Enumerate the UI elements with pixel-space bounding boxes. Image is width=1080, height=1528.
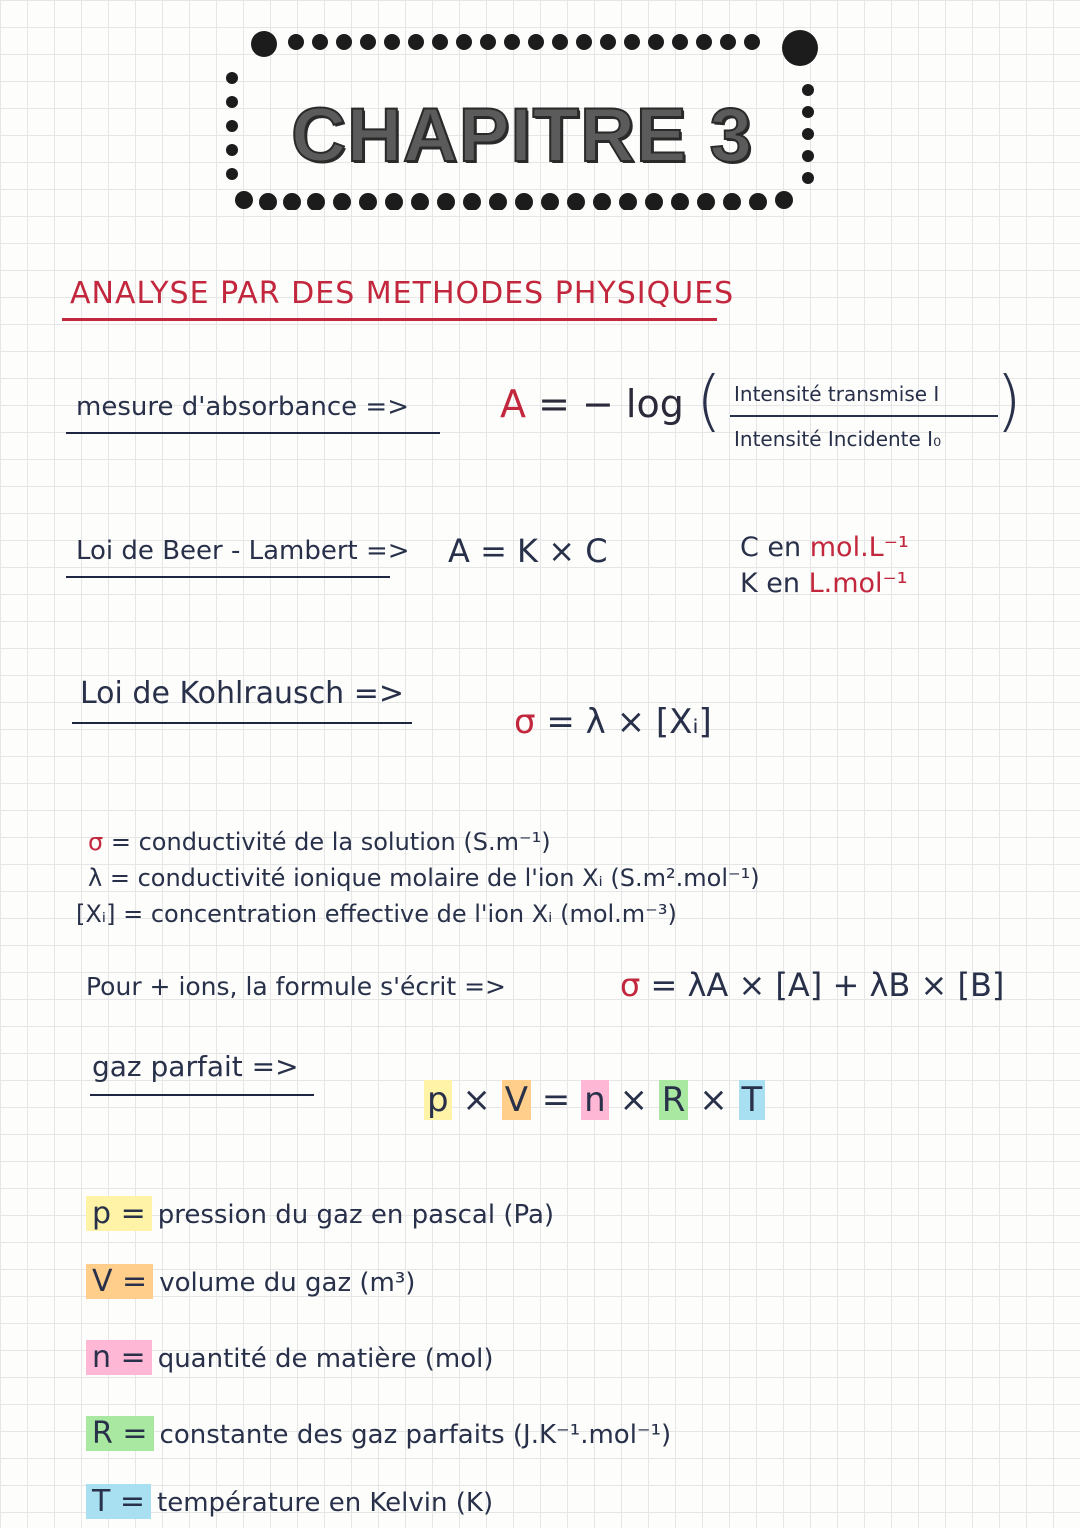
formula-times-1: × bbox=[462, 1080, 491, 1120]
ideal-gas-formula bbox=[424, 1080, 765, 1120]
beer-lambert-formula: A = K × C bbox=[448, 532, 608, 570]
absorbance-formula-rest: = − log bbox=[526, 382, 684, 426]
kohlrausch-underline bbox=[72, 722, 412, 724]
formula-n: n bbox=[581, 1080, 609, 1120]
unit-k bbox=[740, 568, 908, 599]
gas-definition-n-text: quantité de matière (mol) bbox=[157, 1344, 494, 1374]
formula-times-2: × bbox=[619, 1080, 648, 1120]
gas-definition-r bbox=[86, 1416, 671, 1451]
definition-sigma-symbol: σ bbox=[88, 828, 104, 856]
absorbance-underline bbox=[66, 432, 440, 434]
formula-equals: = bbox=[541, 1080, 571, 1120]
formula-r: R bbox=[659, 1080, 689, 1120]
formula-v: V bbox=[502, 1080, 531, 1120]
sigma-symbol: σ bbox=[514, 702, 536, 742]
gas-definition-n-symbol: n = bbox=[86, 1340, 152, 1375]
fraction-bar bbox=[730, 415, 998, 417]
absorbance-label: mesure d'absorbance => bbox=[76, 392, 409, 422]
fraction-numerator: Intensité transmise I bbox=[734, 382, 940, 406]
definition-lambda-text: = conductivité ionique molaire de l'ion Xᵢ (S.m².mol⁻¹) bbox=[109, 864, 760, 892]
unit-c bbox=[740, 532, 909, 563]
definition-lambda-symbol: λ bbox=[88, 864, 103, 892]
formula-t: T bbox=[739, 1080, 766, 1120]
multi-ion-formula-rest: = λA × [A] + λB × [B] bbox=[640, 966, 1005, 1004]
formula-times-3: × bbox=[699, 1080, 728, 1120]
left-parenthesis: ( bbox=[696, 362, 722, 439]
gas-definition-t-text: température en Kelvin (K) bbox=[157, 1488, 494, 1518]
kohlrausch-formula bbox=[514, 702, 712, 742]
gas-definition-n bbox=[86, 1340, 494, 1375]
gas-definition-p-symbol: p = bbox=[86, 1196, 152, 1231]
chapter-title-frame bbox=[222, 30, 822, 210]
absorbance-formula bbox=[500, 382, 684, 426]
definition-concentration-symbol: [Xᵢ] bbox=[76, 900, 116, 928]
gas-definition-v-text: volume du gaz (m³) bbox=[159, 1268, 416, 1298]
gas-definition-v-symbol: V = bbox=[86, 1264, 153, 1299]
chapter-title: CHAPITRE 3 bbox=[291, 93, 753, 178]
section-title: ANALYSE PAR DES METHODES PHYSIQUES bbox=[70, 276, 735, 311]
unit-k-value: L.mol⁻¹ bbox=[808, 568, 908, 599]
unit-c-value: mol.L⁻¹ bbox=[809, 532, 909, 563]
unit-k-prefix: K en bbox=[740, 568, 809, 599]
definition-concentration-text: = concentration effective de l'ion Xᵢ (mol.m⁻³) bbox=[123, 900, 677, 928]
gas-definition-r-symbol: R = bbox=[86, 1416, 154, 1451]
gas-definition-p-text: pression du gaz en pascal (Pa) bbox=[157, 1200, 555, 1230]
right-parenthesis: ) bbox=[996, 362, 1022, 439]
gas-definition-r-text: constante des gaz parfaits (J.K⁻¹.mol⁻¹) bbox=[159, 1420, 672, 1450]
gas-definition-v bbox=[86, 1264, 415, 1299]
absorbance-symbol: A bbox=[500, 382, 526, 426]
unit-c-prefix: C en bbox=[740, 532, 810, 563]
multi-sigma-symbol: σ bbox=[620, 966, 641, 1004]
kohlrausch-formula-rest: = λ × [Xᵢ] bbox=[535, 702, 712, 742]
definition-lambda bbox=[88, 864, 760, 892]
gaz-parfait-label: gaz parfait => bbox=[92, 1050, 299, 1083]
definition-sigma bbox=[88, 828, 551, 856]
formula-p: p bbox=[424, 1080, 452, 1120]
definition-sigma-text: = conductivité de la solution (S.m⁻¹) bbox=[110, 828, 551, 856]
definition-concentration bbox=[76, 900, 677, 928]
kohlrausch-label: Loi de Kohlrausch => bbox=[80, 676, 405, 711]
multi-ion-text: Pour + ions, la formule s'écrit => bbox=[86, 972, 506, 1001]
fraction-denominator: Intensité Incidente I₀ bbox=[734, 427, 942, 451]
beer-lambert-underline bbox=[66, 576, 390, 578]
gas-definition-p bbox=[86, 1196, 554, 1231]
section-title-underline bbox=[62, 318, 717, 321]
multi-ion-formula bbox=[620, 966, 1004, 1004]
gaz-parfait-underline bbox=[90, 1094, 314, 1096]
gas-definition-t-symbol: T = bbox=[86, 1484, 151, 1519]
gas-definition-t bbox=[86, 1484, 493, 1519]
beer-lambert-label: Loi de Beer - Lambert => bbox=[76, 536, 410, 566]
